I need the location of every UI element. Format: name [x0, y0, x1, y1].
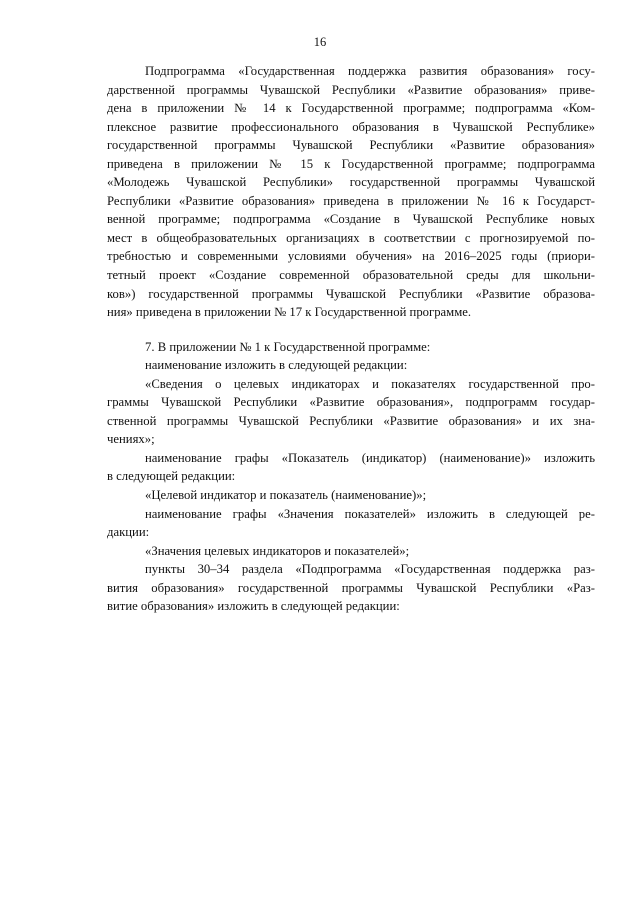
text-line: ков») государственной программы Чувашской Республики «Развитие образова- — [107, 286, 595, 301]
text-line: наименование графы «Значения показателей» изложить в следующей ре- — [145, 506, 595, 521]
text-line: дена в приложении № 14 к Государственной программе; подпрограмма «Ком- — [107, 101, 595, 116]
text-line: «Молодежь Чувашской Республики» государственной программы Чувашской — [107, 175, 595, 190]
items-instruction — [107, 560, 595, 616]
page-number: 16 — [313, 35, 327, 49]
text-line: в следующей редакции: — [107, 469, 236, 484]
paragraph-subprograms — [107, 62, 595, 322]
document-body — [107, 62, 595, 616]
text-line: дарственной программы Чувашской Республики «Развитие образования» приве- — [107, 82, 595, 97]
name-quote — [107, 375, 595, 449]
text-line: Подпрограмма «Государственная поддержка развития образования» госу- — [145, 64, 595, 78]
text-line: приведена в приложении № 15 к Государственной программе; подпрограмма — [107, 156, 595, 171]
paragraph-spacer — [107, 322, 595, 338]
values-quote: «Значения целевых индикаторов и показателей»; — [145, 543, 410, 558]
text-line: витие образования» изложить в следующей редакции: — [107, 599, 400, 614]
text-line: наименование графы «Показатель (индикатор) (наименование)» изложить — [145, 450, 595, 465]
text-line: граммы Чувашской Республики «Развитие образования», подпрограмм государ- — [107, 395, 595, 410]
indicator-quote: «Целевой индикатор и показатель (наименование)»; — [145, 488, 427, 503]
text-line: вития образования» государственной программы Чувашской Республики «Раз- — [107, 580, 595, 595]
text-line: плексное развитие профессионального образования в Чувашской Республике» — [107, 119, 595, 134]
text-line: тетный проект «Создание современной образовательной среды для школьни- — [107, 268, 595, 283]
text-line: ственной программы Чувашской Республики «Развитие образования» и их зна- — [107, 413, 595, 428]
indicator-instruction — [107, 449, 595, 486]
values-instruction — [107, 505, 595, 542]
text-line: требностью и современными условиями обучения» на 2016–2025 годы (приори- — [107, 249, 595, 264]
name-instruction: наименование изложить в следующей редакции: — [145, 358, 408, 373]
text-line: дакции: — [107, 525, 150, 540]
text-line: венной программе; подпрограмма «Создание в Чувашской Республике новых — [107, 212, 595, 227]
text-line: Республики «Развитие образования» приведена в приложении № 16 к Государст- — [107, 193, 595, 208]
text-line: государственной программы Чувашской Республики «Развитие образования» — [107, 138, 595, 153]
text-line: чениях»; — [107, 432, 155, 447]
text-line: мест в общеобразовательных организациях в соответствии с прогнозируемой по- — [107, 230, 595, 245]
text-line: «Сведения о целевых индикаторах и показателях государственной про- — [145, 376, 595, 391]
text-line: пункты 30–34 раздела «Подпрограмма «Государственная поддержка раз- — [145, 562, 595, 577]
text-line: ния» приведена в приложении № 17 к Государственной программе. — [107, 305, 472, 320]
section-heading: 7. В приложении № 1 к Государственной программе: — [145, 339, 431, 354]
